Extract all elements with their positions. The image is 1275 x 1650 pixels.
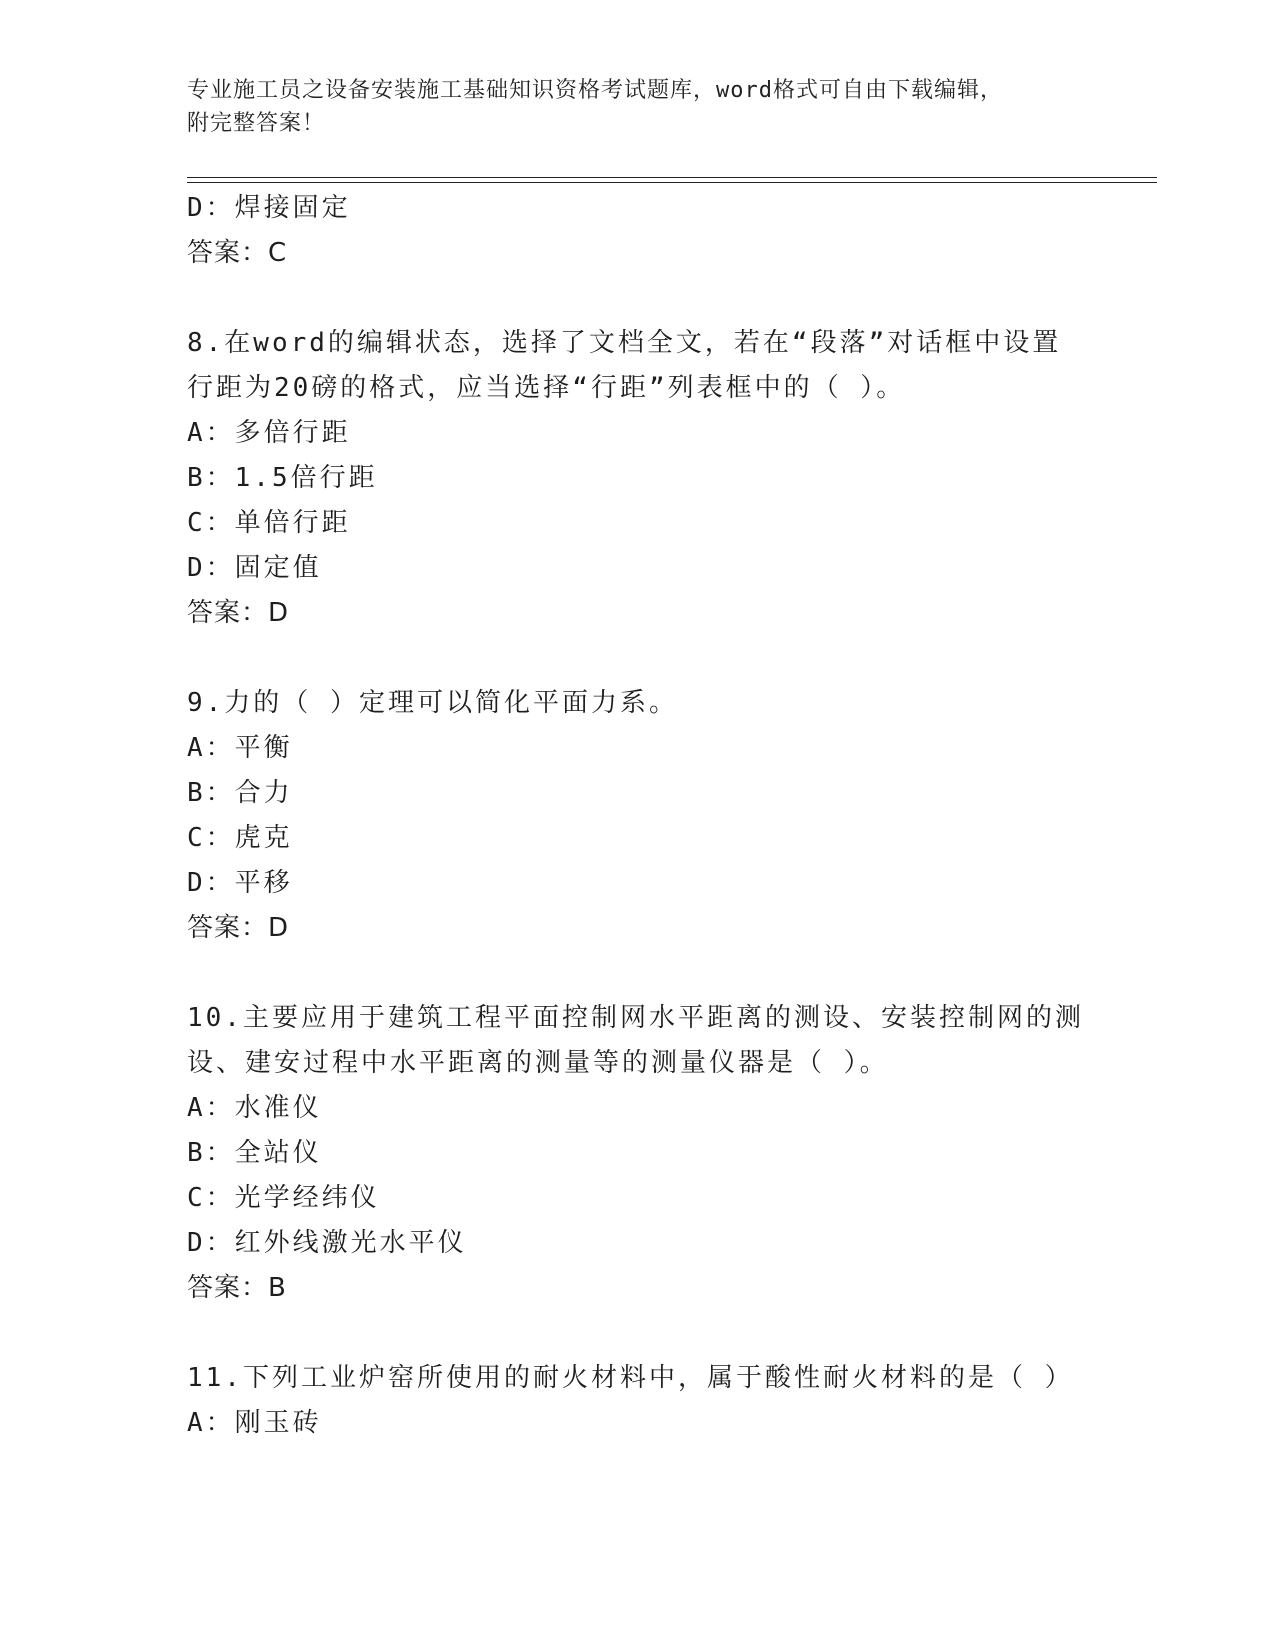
header-divider-bottom bbox=[187, 182, 1157, 183]
q10-stem-line-1: 10.主要应用于建筑工程平面控制网水平距离的测设、安装控制网的测 bbox=[187, 1003, 1084, 1033]
q9-option-b: B：合力 bbox=[187, 778, 293, 808]
q8-option-c: C：单倍行距 bbox=[187, 508, 351, 538]
q10-option-c: C：光学经纬仪 bbox=[187, 1183, 380, 1213]
q10-option-a: A：水准仪 bbox=[187, 1093, 322, 1123]
q9-option-a: A：平衡 bbox=[187, 733, 293, 763]
q9-option-d: D：平移 bbox=[187, 868, 293, 898]
q9-option-c: C：虎克 bbox=[187, 823, 293, 853]
q11-stem-line-1: 11.下列工业炉窑所使用的耐火材料中，属于酸性耐火材料的是（ ） bbox=[187, 1363, 1074, 1393]
q10-answer: 答案：B bbox=[187, 1273, 287, 1303]
header-divider-top bbox=[187, 177, 1157, 178]
q10-option-d: D：红外线激光水平仪 bbox=[187, 1228, 467, 1258]
q10-stem-line-2: 设、建安过程中水平距离的测量等的测量仪器是（ ）。 bbox=[187, 1048, 889, 1078]
header-line-1: 专业施工员之设备安装施工基础知识资格考试题库，word格式可自由下载编辑， bbox=[187, 78, 1003, 103]
header-line-2: 附完整答案！ bbox=[187, 111, 326, 136]
q11-option-a: A：刚玉砖 bbox=[187, 1408, 322, 1438]
q9-stem-line-1: 9.力的（ ）定理可以简化平面力系。 bbox=[187, 688, 678, 718]
q8-answer: 答案：D bbox=[187, 598, 290, 628]
q7-option-d: D：焊接固定 bbox=[187, 193, 351, 223]
q10-option-b: B：全站仪 bbox=[187, 1138, 322, 1168]
q8-option-a: A：多倍行距 bbox=[187, 418, 351, 448]
q8-option-d: D：固定值 bbox=[187, 553, 322, 583]
q8-stem-line-1: 8.在word的编辑状态，选择了文档全文，若在“段落”对话框中设置 bbox=[187, 328, 1062, 358]
q9-answer: 答案：D bbox=[187, 913, 290, 943]
q7-answer: 答案：C bbox=[187, 238, 288, 268]
document-header bbox=[187, 74, 1087, 140]
q8-option-b: B：1.5倍行距 bbox=[187, 463, 378, 493]
q8-stem-line-2: 行距为20磅的格式，应当选择“行距”列表框中的（ ）。 bbox=[187, 373, 906, 403]
